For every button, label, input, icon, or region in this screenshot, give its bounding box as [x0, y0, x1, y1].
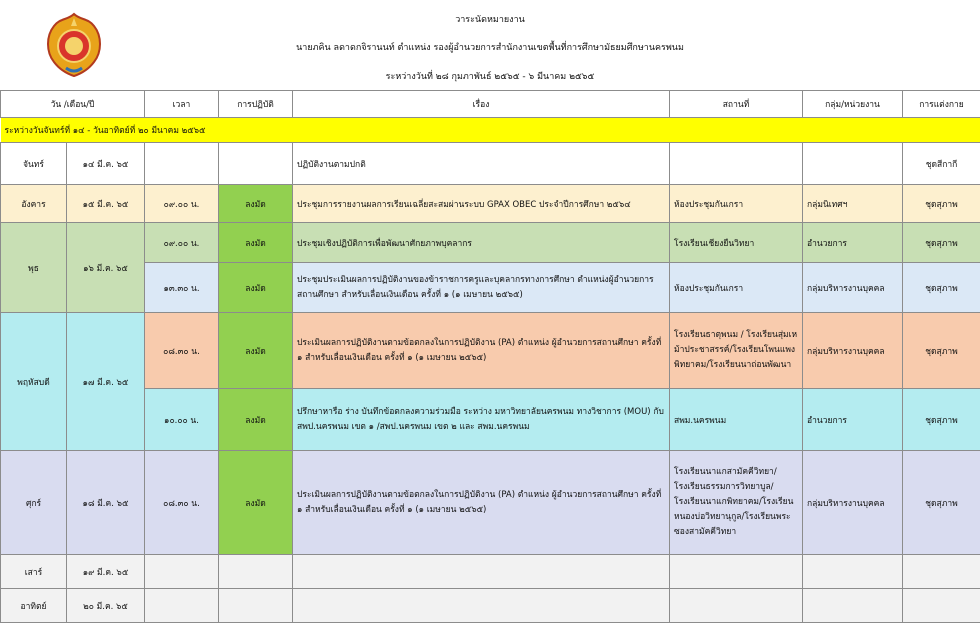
- dress-cell: [903, 555, 980, 589]
- time-cell: [145, 589, 219, 623]
- col-header-action: การปฏิบัติ: [219, 91, 293, 118]
- date-cell: ๑๔ มี.ค. ๖๕: [67, 143, 145, 185]
- time-cell: [145, 143, 219, 185]
- time-cell: ๐๘.๓๐ น.: [145, 313, 219, 389]
- date-cell: ๑๗ มี.ค. ๖๕: [67, 313, 145, 451]
- group-cell: อำนวยการ: [803, 389, 903, 451]
- date-cell: ๑๕ มี.ค. ๖๕: [67, 185, 145, 223]
- document-header: [0, 0, 980, 90]
- dress-cell: ชุดสุภาพ: [903, 389, 980, 451]
- date-cell: ๑๖ มี.ค. ๖๕: [67, 223, 145, 313]
- day-cell: พุธ: [1, 223, 67, 313]
- table-header-row: [1, 91, 980, 118]
- col-header-time: เวลา: [145, 91, 219, 118]
- time-cell: [145, 555, 219, 589]
- day-cell: อังคาร: [1, 185, 67, 223]
- topic-cell: ประชุมเชิงปฏิบัติการเพื่อพัฒนาศักยภาพบุคลากร: [293, 223, 670, 263]
- place-cell: สพม.นครพนม: [670, 389, 803, 451]
- day-cell: จันทร์: [1, 143, 67, 185]
- topic-cell: ประชุมประเมินผลการปฏิบัติงานของข้าราชการครูและบุคลากรทางการศึกษา ตำแหน่งผู้อำนวยการสถานศึกษา สำหรับเลื่อนเงินเดือน ครั้งที่ ๑ (๑ เมษายน ๒๕๖๕): [293, 263, 670, 313]
- place-cell: โรงเรียนนาแกสามัคคีวิทยา/โรงเรียนธรรมการวิทยาบูล/โรงเรียนนาแกพิทยาคม/โรงเรียนหนองบ่อวิทยานุกูล/โรงเรียนพระซองสามัคคีวิทยา: [670, 451, 803, 555]
- action-cell: [219, 555, 293, 589]
- time-cell: ๐๘.๓๐ น.: [145, 451, 219, 555]
- week-range-banner: ระหว่างวันจันทร์ที่ ๑๔ - วันอาทิตย์ที่ ๒๐ มีนาคม ๒๕๖๕: [1, 118, 980, 143]
- date-cell: ๒๐ มี.ค. ๖๕: [67, 589, 145, 623]
- group-cell: กลุ่มบริหารงานบุคคล: [803, 451, 903, 555]
- table-row: [1, 589, 980, 623]
- col-header-date: วัน /เดือน/ปี: [1, 91, 145, 118]
- day-cell: อาทิตย์: [1, 589, 67, 623]
- col-header-group: กลุ่ม/หน่วยงาน: [803, 91, 903, 118]
- action-cell: ลงมัด: [219, 263, 293, 313]
- action-cell: [219, 589, 293, 623]
- week-banner-row: [1, 118, 980, 143]
- col-header-dress: การแต่งกาย: [903, 91, 980, 118]
- group-cell: [803, 555, 903, 589]
- table-row: [1, 185, 980, 223]
- table-row: [1, 389, 980, 451]
- table-row: [1, 555, 980, 589]
- dress-cell: ชุดสีกากี: [903, 143, 980, 185]
- topic-cell: ประชุมการรายงานผลการเรียนเฉลี่ยสะสมผ่านระบบ GPAX OBEC ประจำปีการศึกษา ๒๕๖๔: [293, 185, 670, 223]
- group-cell: [803, 143, 903, 185]
- time-cell: ๐๙.๐๐ น.: [145, 223, 219, 263]
- day-cell: พฤหัสบดี: [1, 313, 67, 451]
- topic-cell: ประเมินผลการปฏิบัติงานตามข้อตกลงในการปฏิบัติงาน (PA) ตำแหน่ง ผู้อำนวยการสถานศึกษา ครั้งที่ ๑ สำหรับเลื่อนเงินเดือน ครั้งที่ ๑ (๑ เมษายน ๒๕๖๕): [293, 451, 670, 555]
- date-cell: ๑๘ มี.ค. ๖๕: [67, 451, 145, 555]
- col-header-place: สถานที่: [670, 91, 803, 118]
- person-position: นายภคิน ลดาดกจิรานนท์ ตำแหน่ง รองผู้อำนวยการสำนักงานเขตพื้นที่การศึกษามัธยมศึกษานครพนม: [296, 43, 684, 53]
- place-cell: [670, 589, 803, 623]
- action-cell: ลงมัด: [219, 389, 293, 451]
- table-row: [1, 451, 980, 555]
- dress-cell: ชุดสุภาพ: [903, 185, 980, 223]
- place-cell: ห้องประชุมกันเกรา: [670, 185, 803, 223]
- schedule-period: ระหว่างวันที่ ๒๘ กุมภาพันธ์ ๒๕๖๕ - ๖ มีนาคม ๒๕๖๕: [385, 72, 595, 82]
- action-cell: [219, 143, 293, 185]
- action-cell: ลงมัด: [219, 223, 293, 263]
- group-cell: กลุ่มบริหารงานบุคคล: [803, 263, 903, 313]
- table-row: [1, 143, 980, 185]
- place-cell: [670, 143, 803, 185]
- date-cell: ๑๙ มี.ค. ๖๕: [67, 555, 145, 589]
- document-title: วาระนัดหมายงาน: [455, 15, 525, 25]
- col-header-topic: เรื่อง: [293, 91, 670, 118]
- place-cell: โรงเรียนเชียงยืนวิทยา: [670, 223, 803, 263]
- topic-cell: ประเมินผลการปฏิบัติงานตามข้อตกลงในการปฏิบัติงาน (PA) ตำแหน่ง ผู้อำนวยการสถานศึกษา ครั้งที่ ๑ สำหรับเลื่อนเงินเดือน ครั้งที่ ๑ (๑ เมษายน ๒๕๖๕): [293, 313, 670, 389]
- dress-cell: ชุดสุภาพ: [903, 451, 980, 555]
- group-cell: อำนวยการ: [803, 223, 903, 263]
- schedule-table: [0, 90, 980, 623]
- group-cell: กลุ่มนิเทศฯ: [803, 185, 903, 223]
- topic-cell: [293, 555, 670, 589]
- table-row: [1, 263, 980, 313]
- dress-cell: ชุดสุภาพ: [903, 313, 980, 389]
- topic-cell: ปรึกษาหารือ ร่าง บันทึกข้อตกลงความร่วมมือ ระหว่าง มหาวิทยาลัยนครพนม ทางวิชาการ (MOU) กับ สพป.นครพนม เขต ๑ /สพป.นครพนม เขต ๒ และ สพม.นครพนม: [293, 389, 670, 451]
- place-cell: ห้องประชุมกันเกรา: [670, 263, 803, 313]
- topic-cell: ปฏิบัติงานตามปกติ: [293, 143, 670, 185]
- place-cell: โรงเรียนธาตุพนม / โรงเรียนสุ่มเหม้าประชาสรรค์/โรงเรียนโพนแพงพิทยาคม/โรงเรียนนาถ่อนพัฒนา: [670, 313, 803, 389]
- day-cell: ศุกร์: [1, 451, 67, 555]
- day-cell: เสาร์: [1, 555, 67, 589]
- group-cell: กลุ่มบริหารงานบุคคล: [803, 313, 903, 389]
- group-cell: [803, 589, 903, 623]
- topic-cell: [293, 589, 670, 623]
- dress-cell: ชุดสุภาพ: [903, 223, 980, 263]
- time-cell: ๑๓.๓๐ น.: [145, 263, 219, 313]
- dress-cell: [903, 589, 980, 623]
- action-cell: ลงมัด: [219, 185, 293, 223]
- time-cell: ๑๐.๐๐ น.: [145, 389, 219, 451]
- table-row: [1, 313, 980, 389]
- time-cell: ๐๙.๐๐ น.: [145, 185, 219, 223]
- place-cell: [670, 555, 803, 589]
- action-cell: ลงมัด: [219, 313, 293, 389]
- action-cell: ลงมัด: [219, 451, 293, 555]
- dress-cell: ชุดสุภาพ: [903, 263, 980, 313]
- table-row: [1, 223, 980, 263]
